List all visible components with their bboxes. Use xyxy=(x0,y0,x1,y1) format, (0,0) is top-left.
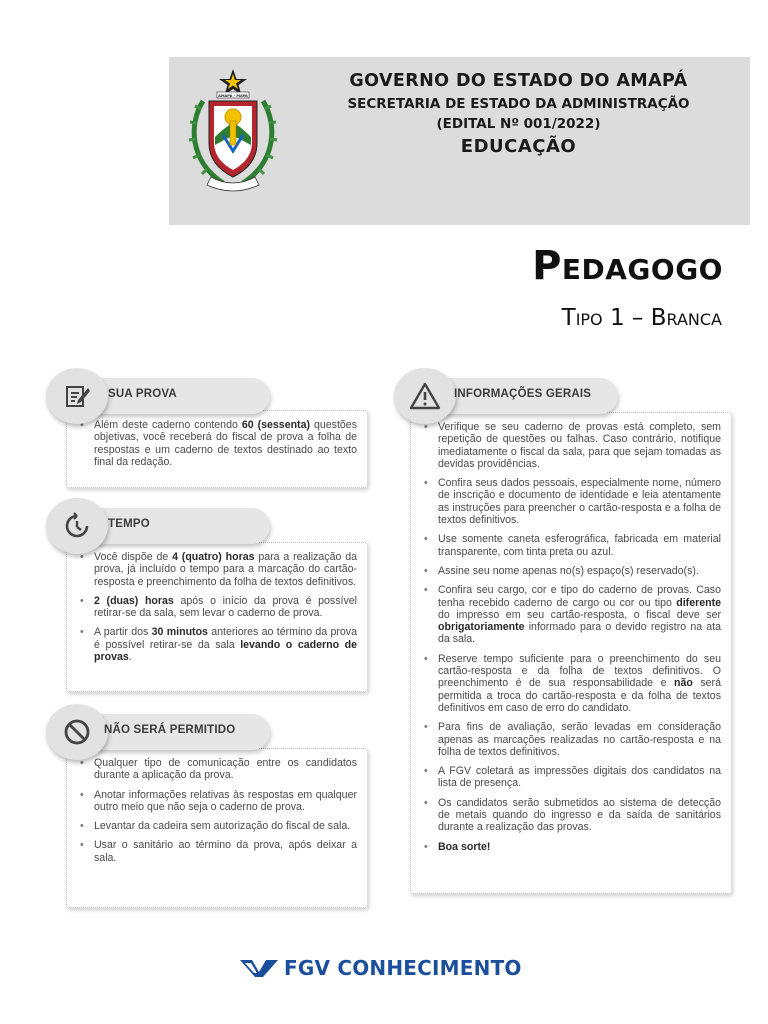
warning-icon xyxy=(394,368,456,424)
list-item: • Reserve tempo suficiente para o preenchimento do seu cartão-resposta e da folha de textos definitivos. O preenchimento é de sua responsabilidade e não será permitida a troca do cartão-resposta e da folha de textos definitivos em caso de erro do candidato. xyxy=(419,653,721,714)
page-title: Pedagogo xyxy=(532,243,723,289)
sua-prova-list xyxy=(75,419,357,468)
list-item: • Além deste caderno contendo 60 (sessenta) questões objetivas, você receberá do fiscal de prova a folha de respostas e um caderno de textos destinado ao texto final da redação. xyxy=(75,419,357,468)
list-item: • Verifique se seu caderno de provas está completo, sem repetição de questões ou falhas. Caso contrário, notifique imediatamente o fiscal da sala, para que sejam tomadas as devidas providências. xyxy=(419,421,721,470)
section-label: INFORMAÇÕES GERAIS xyxy=(454,388,592,400)
list-item: • A FGV coletará as impressões digitais dos candidatos na lista de presença. xyxy=(419,765,721,790)
list-item: • Levantar da cadeira sem autorização do fiscal de sala. xyxy=(75,820,357,832)
exam-type: Tipo 1 – Branca xyxy=(561,305,722,331)
list-item: • Assine seu nome apenas no(s) espaço(s) reservado(s). xyxy=(419,565,721,577)
nao-permitido-list xyxy=(75,757,357,864)
tempo-box xyxy=(66,542,368,692)
exam-area: EDUCAÇÃO xyxy=(460,136,577,157)
edit-document-icon xyxy=(46,368,108,424)
section-label: TEMPO xyxy=(108,518,150,530)
footer-text xyxy=(284,956,522,980)
footer-brand-name: FGV xyxy=(284,956,331,980)
list-item: • Confira seus dados pessoais, especialmente nome, número de inscrição e documento de identidade e leia atentamente as instruções para preencher o cartão-resposta e a folha de textos definitivos. xyxy=(419,477,721,526)
secretariat-name: SECRETARIA DE ESTADO DA ADMINISTRAÇÃO xyxy=(347,96,690,112)
tempo-list xyxy=(75,551,357,663)
list-item: • Você dispõe de 4 (quatro) horas para a realização da prova, já incluído o tempo para a marcação do cartão-resposta e preenchimento da folha de textos definitivos. xyxy=(75,551,357,588)
list-item: • Usar o sanitário ao término da prova, após deixar a sala. xyxy=(75,839,357,864)
list-item: • Use somente caneta esferográfica, fabricada em material transparente, com tinta preta ou azul. xyxy=(419,533,721,558)
header-band xyxy=(169,57,750,225)
list-item: • Boa sorte! xyxy=(419,841,721,853)
edital-number: (EDITAL Nº 001/2022) xyxy=(436,116,601,132)
list-item: • Qualquer tipo de comunicação entre os candidatos durante a aplicação da prova. xyxy=(75,757,357,782)
list-item: • Anotar informações relativas às respostas em qualquer outro meio que não seja o caderno de prova. xyxy=(75,789,357,814)
list-item: • Para fins de avaliação, serão levadas em consideração apenas as marcações realizadas no cartão-resposta e na folha de textos definitivos. xyxy=(419,721,721,758)
seal-banner-text: AMAPÁ - MAPÁ xyxy=(218,93,248,98)
section-label: SUA PROVA xyxy=(108,388,177,400)
list-item: • A partir dos 30 minutos anteriores ao término da prova é possível retirar-se da sala levando o caderno de provas. xyxy=(75,626,357,663)
sua-prova-box xyxy=(66,410,368,488)
list-item: • Confira seu cargo, cor e tipo do caderno de provas. Caso tenha recebido caderno de cargo ou cor ou tipo diferente do impresso em seu cartão-resposta, o fiscal deve ser obrigatoriamente informado para o devido registro na ata da sala. xyxy=(419,584,721,645)
footer-brand xyxy=(240,955,522,981)
nao-permitido-box xyxy=(66,748,368,908)
footer-product-name: CONHECIMENTO xyxy=(337,956,522,980)
fgv-chevron-logo-icon xyxy=(240,957,280,979)
info-gerais-list xyxy=(419,421,721,853)
section-label: NÃO SERÁ PERMITIDO xyxy=(104,724,236,736)
coat-of-arms-icon xyxy=(183,65,283,195)
list-item: • 2 (duas) horas após o início da prova é possível retirar-se da sala, sem levar o caderno de prova. xyxy=(75,595,357,620)
list-item: • Os candidatos serão submetidos ao sistema de detecção de metais quando do ingresso e da saída de sanitários durante a realização das provas. xyxy=(419,797,721,834)
header-text-block xyxy=(287,71,750,157)
info-gerais-box xyxy=(410,412,732,894)
prohibited-icon xyxy=(46,704,108,760)
clock-icon xyxy=(46,498,108,554)
government-name: GOVERNO DO ESTADO DO AMAPÁ xyxy=(349,71,688,91)
